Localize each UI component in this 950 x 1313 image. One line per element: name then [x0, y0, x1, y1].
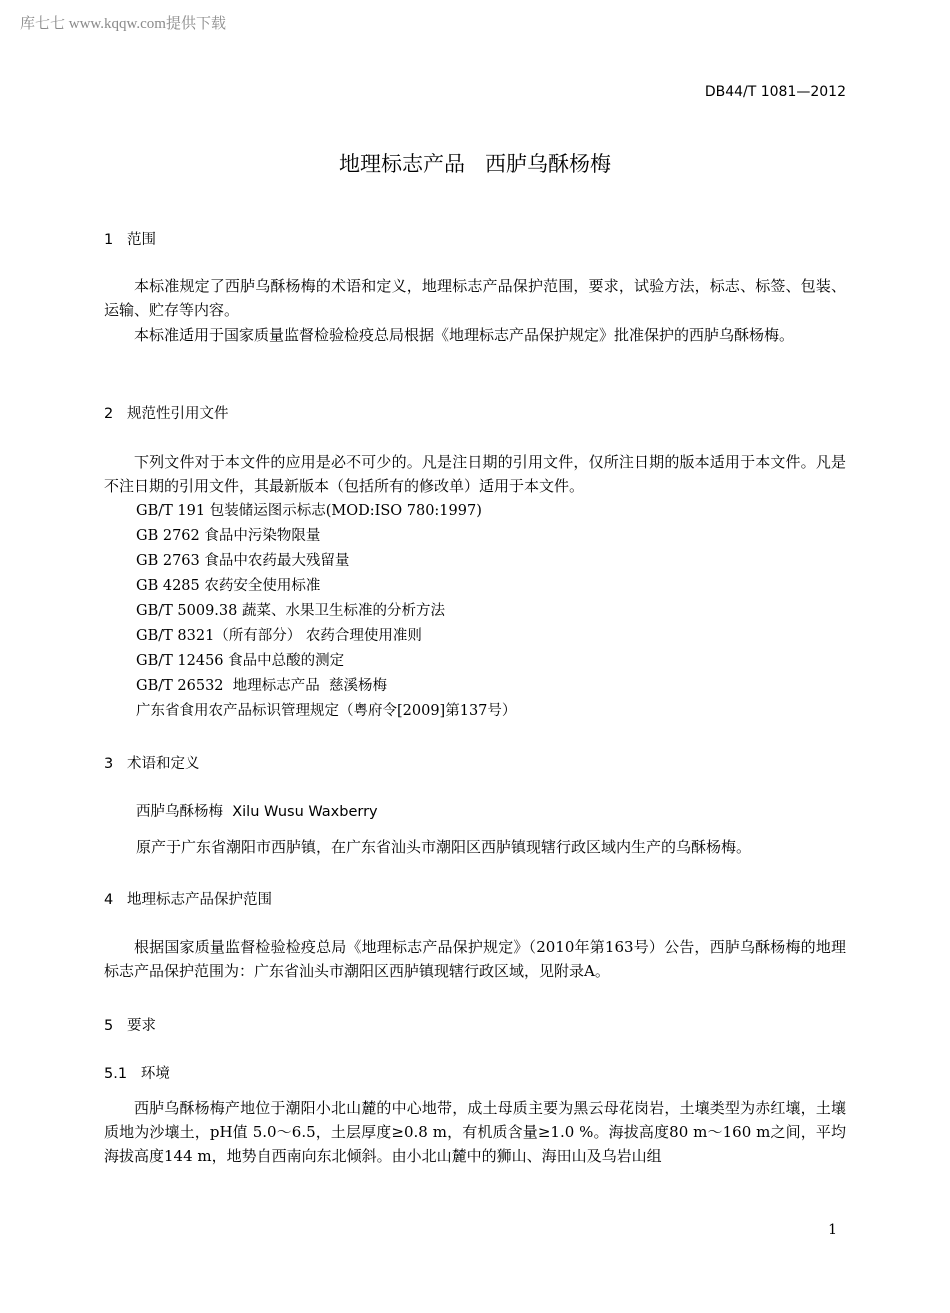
section-4-paragraph-1: 根据国家质量监督检验检疫总局《地理标志产品保护规定》（2010年第163号）公告，西胪乌酥杨梅的地理标志产品保护范围为：广东省汕头市潮阳区西胪镇现辖行政区域，见附录A。: [104, 938, 846, 980]
reference-item: GB 2763 食品中农药最大残留量: [136, 553, 350, 569]
section-2-paragraph-1: 下列文件对于本文件的应用是必不可少的。凡是注日期的引用文件，仅所注日期的版本适用于本文件。凡是不注日期的引用文件，其最新版本（包括所有的修改单）适用于本文件。: [104, 453, 846, 495]
reference-item: GB 2762 食品中污染物限量: [136, 528, 321, 544]
section-5-1-heading: 5.1 环境: [104, 1066, 170, 1082]
section-1-heading: 1 范围: [104, 232, 157, 248]
reference-item: GB/T 12456 食品中总酸的测定: [136, 653, 345, 669]
section-3-heading: 3 术语和定义: [104, 756, 200, 772]
section-4-heading: 4 地理标志产品保护范围: [104, 892, 273, 908]
reference-list: [136, 499, 516, 724]
section-1-paragraph-1: 本标准规定了西胪乌酥杨梅的术语和定义，地理标志产品保护范围，要求，试验方法，标志、标签、包装、运输、贮存等内容。: [104, 277, 846, 319]
section-1-paragraph-2: 本标准适用于国家质量监督检验检疫总局根据《地理标志产品保护规定》批准保护的西胪乌酥杨梅。: [134, 326, 795, 344]
term-name: 西胪乌酥杨梅 Xilu Wusu Waxberry: [136, 804, 378, 820]
section-2-heading: 2 规范性引用文件: [104, 406, 229, 422]
page-number: 1: [828, 1222, 837, 1238]
reference-item: 广东省食用农产品标识管理规定（粤府令[2009]第137号）: [136, 703, 517, 719]
reference-item: GB 4285 农药安全使用标准: [136, 578, 321, 594]
watermark: 库七七 www.kqqw.com提供下载: [20, 16, 226, 32]
reference-item: GB/T 191 包装储运图示标志(MOD:ISO 780:1997): [136, 503, 482, 519]
section-5-heading: 5 要求: [104, 1018, 157, 1034]
standard-code: DB44/T 1081—2012: [704, 84, 846, 100]
term-definition: 原产于广东省潮阳市西胪镇，在广东省汕头市潮阳区西胪镇现辖行政区域内生产的乌酥杨梅。: [136, 838, 752, 856]
section-5-1-paragraph-1: 西胪乌酥杨梅产地位于潮阳小北山麓的中心地带，成土母质主要为黑云母花岗岩，土壤类型为赤红壤，土壤质地为沙壤土，pH值 5.0～6.5，土层厚度≥0.8 m，有机质含量≥1.0 %。海拔高度80 m～160 m之间，平均海拔高度144 m，地势自西南向东北倾斜。由小北山麓中的狮山、海田山及乌岩山组: [104, 1099, 846, 1165]
reference-item: GB/T 26532 地理标志产品 慈溪杨梅: [136, 678, 387, 694]
reference-item: GB/T 8321（所有部分） 农药合理使用准则: [136, 628, 422, 644]
page-title: 地理标志产品 西胪乌酥杨梅: [338, 152, 612, 176]
reference-item: GB/T 5009.38 蔬菜、水果卫生标准的分析方法: [136, 603, 445, 619]
